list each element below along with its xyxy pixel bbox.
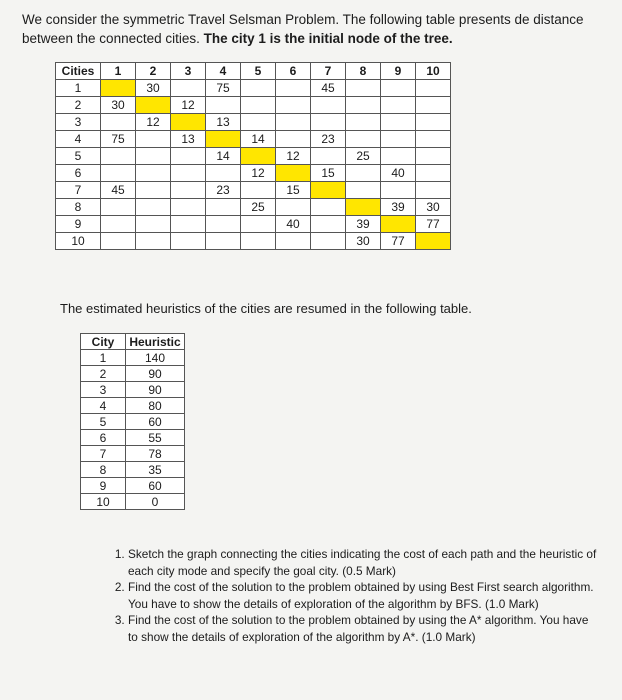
heuristic-city-cell: 8 [81, 462, 126, 478]
distance-row-label: 9 [56, 216, 101, 233]
heuristic-value-cell: 78 [126, 446, 185, 462]
distance-column-header: 4 [206, 63, 241, 80]
distance-cell: 15 [276, 182, 311, 199]
distance-row-label: 1 [56, 80, 101, 97]
heuristic-value-cell: 90 [126, 382, 185, 398]
distance-cell [346, 199, 381, 216]
distance-cell [206, 165, 241, 182]
distance-cell [171, 80, 206, 97]
distance-cell [311, 97, 346, 114]
intro-line-1: We consider the symmetric Travel Selsman Problem. The following table presents de distance between the connected cities. [22, 12, 584, 46]
distance-cell [346, 97, 381, 114]
distance-cell: 14 [206, 148, 241, 165]
heuristic-intro: The estimated heuristics of the cities are resumed in the following table. [60, 301, 472, 316]
distance-cell [311, 148, 346, 165]
distance-cell [276, 97, 311, 114]
distance-cell [171, 114, 206, 131]
distance-cell: 40 [276, 216, 311, 233]
distance-cell [241, 182, 276, 199]
heuristic-row [81, 494, 185, 510]
distance-cell [381, 131, 416, 148]
heuristic-city-cell: 4 [81, 398, 126, 414]
distance-row-label: 3 [56, 114, 101, 131]
question-item: 3. Find the cost of the solution to the problem obtained by using the A* algorithm. You have to show the details of exploration of the algorithm by A*. (1.0 Mark) [128, 612, 598, 645]
distance-cell: 13 [206, 114, 241, 131]
distance-cell [346, 131, 381, 148]
heuristic-row [81, 414, 185, 430]
distance-cell [136, 233, 171, 250]
heuristic-column-header: City [81, 334, 126, 350]
distance-cell [136, 97, 171, 114]
distance-cell [101, 80, 136, 97]
distance-cell [311, 114, 346, 131]
heuristic-value-cell: 60 [126, 478, 185, 494]
distance-cell [101, 216, 136, 233]
distance-cell: 75 [206, 80, 241, 97]
distance-cell [416, 97, 451, 114]
distance-cell [241, 148, 276, 165]
distance-table-row [56, 182, 451, 199]
distance-cell: 77 [381, 233, 416, 250]
distance-cell [416, 114, 451, 131]
distance-cell [171, 199, 206, 216]
heuristic-row [81, 446, 185, 462]
distance-cell: 14 [241, 131, 276, 148]
distance-cell: 25 [346, 148, 381, 165]
distance-cell [346, 165, 381, 182]
heuristic-row [81, 366, 185, 382]
distance-table-row [56, 131, 451, 148]
distance-cell [346, 114, 381, 131]
distance-cell [276, 233, 311, 250]
distance-column-header: 5 [241, 63, 276, 80]
distance-cell [171, 233, 206, 250]
distance-table-row [56, 216, 451, 233]
distance-cell [241, 97, 276, 114]
distance-table-row [56, 233, 451, 250]
distance-cell [101, 165, 136, 182]
distance-cell [206, 199, 241, 216]
distance-cell [276, 114, 311, 131]
intro-line-2: The city 1 is the initial node of the tree. [203, 31, 453, 46]
distance-cell [171, 182, 206, 199]
distance-cell [276, 80, 311, 97]
distance-cell [276, 131, 311, 148]
question-item: 1. Sketch the graph connecting the cities indicating the cost of each path and the heuristic of each city mode and specify the goal city. (0.5 Mark) [128, 546, 598, 579]
distance-cell: 40 [381, 165, 416, 182]
heuristic-value-cell: 55 [126, 430, 185, 446]
distance-cell [206, 216, 241, 233]
distance-cell [311, 216, 346, 233]
distance-column-header: 2 [136, 63, 171, 80]
distance-cell: 12 [276, 148, 311, 165]
distance-cell: 30 [101, 97, 136, 114]
distance-row-label: 5 [56, 148, 101, 165]
distance-cell: 75 [101, 131, 136, 148]
distance-row-label: 7 [56, 182, 101, 199]
distance-table-header-row [56, 63, 451, 80]
distance-cell [381, 216, 416, 233]
heuristic-value-cell: 60 [126, 414, 185, 430]
distance-cell [311, 233, 346, 250]
distance-cell [101, 233, 136, 250]
distance-cell [136, 165, 171, 182]
distance-cell [311, 182, 346, 199]
intro-paragraph [22, 10, 602, 48]
distance-cell [136, 216, 171, 233]
distance-cell [206, 233, 241, 250]
distance-column-header: 3 [171, 63, 206, 80]
distance-table-row [56, 165, 451, 182]
heuristic-city-cell: 5 [81, 414, 126, 430]
heuristic-value-cell: 90 [126, 366, 185, 382]
heuristic-city-cell: 6 [81, 430, 126, 446]
distance-cell: 39 [381, 199, 416, 216]
distance-cell [416, 182, 451, 199]
distance-cell: 45 [101, 182, 136, 199]
distance-cell: 45 [311, 80, 346, 97]
heuristic-city-cell: 9 [81, 478, 126, 494]
distance-table-row [56, 148, 451, 165]
distance-cell: 15 [311, 165, 346, 182]
distance-cell [171, 148, 206, 165]
heuristic-value-cell: 140 [126, 350, 185, 366]
distance-cell [276, 199, 311, 216]
distance-table [55, 62, 451, 250]
heuristic-header-row [81, 334, 185, 350]
distance-table-row [56, 114, 451, 131]
distance-cell [416, 131, 451, 148]
distance-cell [416, 165, 451, 182]
distance-column-header: 9 [381, 63, 416, 80]
distance-cell [416, 148, 451, 165]
distance-cell [381, 97, 416, 114]
distance-cell [416, 80, 451, 97]
distance-table-corner: Cities [56, 63, 101, 80]
distance-cell: 13 [171, 131, 206, 148]
distance-cell: 30 [346, 233, 381, 250]
distance-column-header: 1 [101, 63, 136, 80]
question-list [110, 546, 598, 645]
heuristic-value-cell: 35 [126, 462, 185, 478]
heuristic-table [80, 333, 185, 510]
question-item: 2. Find the cost of the solution to the problem obtained by using Best First search algorithm. You have to show the details of exploration of the algorithm by BFS. (1.0 Mark) [128, 579, 598, 612]
distance-cell: 23 [206, 182, 241, 199]
distance-cell [241, 80, 276, 97]
distance-cell [136, 131, 171, 148]
distance-column-header: 7 [311, 63, 346, 80]
distance-cell: 39 [346, 216, 381, 233]
distance-table-row [56, 199, 451, 216]
distance-cell [136, 199, 171, 216]
distance-cell: 23 [311, 131, 346, 148]
heuristic-row [81, 430, 185, 446]
heuristic-city-cell: 7 [81, 446, 126, 462]
heuristic-row [81, 478, 185, 494]
distance-cell [206, 131, 241, 148]
heuristic-city-cell: 10 [81, 494, 126, 510]
heuristic-column-header: Heuristic [126, 334, 185, 350]
distance-column-header: 8 [346, 63, 381, 80]
distance-cell [101, 199, 136, 216]
heuristic-row [81, 398, 185, 414]
distance-cell [171, 216, 206, 233]
heuristic-row [81, 350, 185, 366]
distance-table-row [56, 97, 451, 114]
distance-cell [381, 148, 416, 165]
heuristic-row [81, 462, 185, 478]
distance-cell: 12 [136, 114, 171, 131]
distance-cell [171, 165, 206, 182]
distance-cell [241, 233, 276, 250]
heuristic-city-cell: 3 [81, 382, 126, 398]
heuristic-value-cell: 0 [126, 494, 185, 510]
distance-cell [381, 80, 416, 97]
distance-cell [206, 97, 241, 114]
distance-cell [346, 80, 381, 97]
distance-column-header: 10 [416, 63, 451, 80]
distance-cell: 77 [416, 216, 451, 233]
heuristic-value-cell: 80 [126, 398, 185, 414]
distance-cell [241, 114, 276, 131]
distance-cell [276, 165, 311, 182]
distance-cell: 25 [241, 199, 276, 216]
heuristic-city-cell: 1 [81, 350, 126, 366]
distance-cell [381, 182, 416, 199]
heuristic-city-cell: 2 [81, 366, 126, 382]
distance-row-label: 10 [56, 233, 101, 250]
distance-cell [416, 233, 451, 250]
distance-cell [311, 199, 346, 216]
heuristic-row [81, 382, 185, 398]
distance-cell [101, 114, 136, 131]
distance-cell [241, 216, 276, 233]
distance-row-label: 2 [56, 97, 101, 114]
distance-cell [346, 182, 381, 199]
distance-row-label: 8 [56, 199, 101, 216]
distance-cell [101, 148, 136, 165]
distance-cell: 30 [416, 199, 451, 216]
distance-table-row [56, 80, 451, 97]
distance-column-header: 6 [276, 63, 311, 80]
distance-cell [136, 148, 171, 165]
distance-row-label: 4 [56, 131, 101, 148]
distance-cell [381, 114, 416, 131]
distance-cell: 30 [136, 80, 171, 97]
distance-row-label: 6 [56, 165, 101, 182]
distance-cell: 12 [171, 97, 206, 114]
distance-cell: 12 [241, 165, 276, 182]
distance-cell [136, 182, 171, 199]
